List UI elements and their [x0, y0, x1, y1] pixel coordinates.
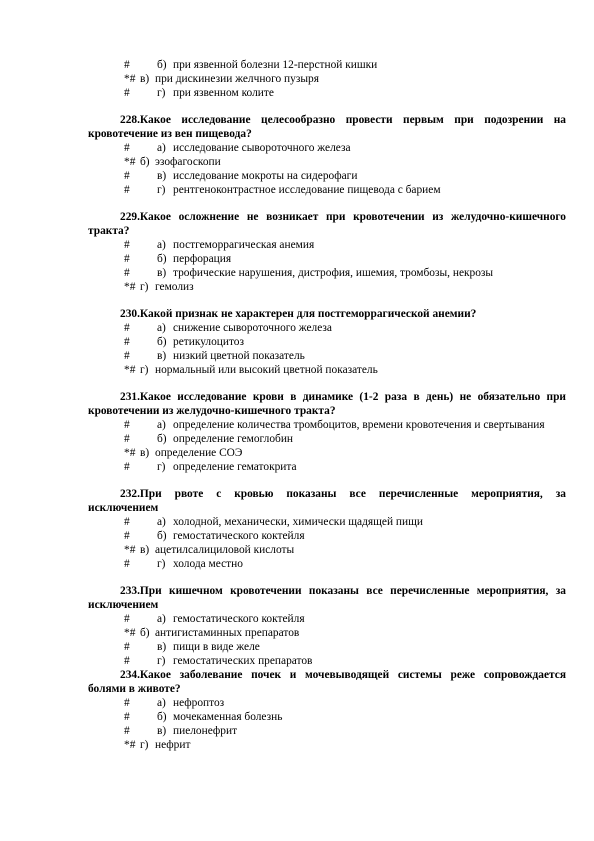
option-mark: #	[124, 433, 130, 445]
option-text: определение количества тромбоцитов, времени кровотечения и свертывания	[173, 419, 545, 431]
option-text: при язвенной болезни 12-перстной кишки	[173, 59, 378, 71]
option-letter: в)	[157, 641, 167, 653]
option-mark: #	[124, 419, 130, 431]
question-text-cont: кровотечении из желудочно-кишечного тракта?	[88, 405, 336, 417]
option-letter: в)	[140, 73, 150, 85]
option-text: исследование мокроты на сидерофаги	[173, 170, 358, 182]
option-mark: #	[124, 530, 130, 542]
option-mark: *#	[124, 364, 136, 376]
option-text: при язвенном колите	[173, 87, 274, 99]
option-letter: б)	[157, 253, 167, 265]
question-text: 229.Какое осложнение не возникает при кровотечении из желудочно-кишечного	[120, 211, 566, 223]
option-text: холода местно	[173, 558, 243, 570]
option-text: нефроптоз	[173, 697, 225, 709]
option-letter: г)	[140, 281, 149, 293]
option-mark: #	[124, 59, 130, 71]
option-letter: г)	[157, 655, 166, 667]
option-letter: г)	[157, 461, 166, 473]
option-mark: #	[124, 516, 130, 528]
option-letter: б)	[157, 711, 167, 723]
question-text-cont: исключением	[88, 502, 159, 514]
option-text: исследование сывороточного железа	[173, 142, 351, 154]
option-mark: #	[124, 725, 130, 737]
question-text: 231.Какое исследование крови в динамике (1-2 раза в день) не обязательно при	[120, 391, 566, 403]
option-mark: #	[124, 170, 130, 182]
option-text: низкий цветной показатель	[173, 350, 305, 362]
option-mark: #	[124, 239, 130, 251]
question-228	[88, 113, 566, 141]
option-mark: #	[124, 184, 130, 196]
option-text: гемостатических препаратов	[173, 655, 313, 667]
option-text: определение гемоглобин	[173, 433, 294, 445]
option-mark: #	[124, 697, 130, 709]
option-mark: *#	[124, 73, 136, 85]
question-229	[88, 210, 566, 238]
option-mark: *#	[124, 627, 136, 639]
option-letter: г)	[140, 739, 149, 751]
option-text: определение гематокрита	[173, 461, 297, 473]
option-letter: б)	[157, 530, 167, 542]
question-231	[88, 390, 566, 418]
option-text: при дискинезии желчного пузыря	[155, 73, 319, 85]
question-232	[88, 487, 566, 515]
question-text: 233.При кишечном кровотечении показаны все перечисленные мероприятия, за	[120, 585, 566, 597]
option-letter: в)	[157, 725, 167, 737]
option-letter: г)	[157, 87, 166, 99]
question-text-cont: кровотечение из вен пищевода?	[88, 128, 252, 140]
question-234	[88, 668, 566, 696]
option-mark: #	[124, 336, 130, 348]
option-mark: #	[124, 655, 130, 667]
option-letter: г)	[157, 558, 166, 570]
question-text: 234.Какое заболевание почек и мочевыводящей системы реже сопровождается	[120, 669, 566, 681]
option-letter: б)	[140, 627, 150, 639]
option-text: ацетилсалициловой кислоты	[155, 544, 295, 556]
option-mark: #	[124, 641, 130, 653]
question-text-cont: болями в животе?	[88, 683, 181, 695]
option-text: гемостатического коктейля	[173, 530, 305, 542]
option-text: определение СОЭ	[155, 447, 243, 459]
option-text: нормальный или высокий цветной показатель	[155, 364, 378, 376]
option-mark: *#	[124, 544, 136, 556]
option-text: пищи в виде желе	[173, 641, 260, 653]
option-letter: а)	[157, 322, 166, 334]
option-text: эзофагоскопи	[155, 156, 221, 168]
option-text: холодной, механически, химически щадящей пищи	[173, 516, 423, 528]
option-letter: г)	[157, 184, 166, 196]
option-text: нефрит	[155, 739, 191, 751]
option-text: постгеморрагическая анемия	[173, 239, 315, 251]
option-letter: в)	[157, 350, 167, 362]
option-text: трофические нарушения, дистрофия, ишемия, тромбозы, некрозы	[173, 267, 494, 279]
question-233	[88, 584, 566, 612]
option-text: мочекаменная болезнь	[173, 711, 283, 723]
option-text: снижение сывороточного железа	[173, 322, 332, 334]
option-letter: б)	[157, 59, 167, 71]
option-mark: #	[124, 87, 130, 99]
option-mark: #	[124, 350, 130, 362]
option-letter: а)	[157, 142, 166, 154]
option-letter: в)	[140, 544, 150, 556]
option-mark: #	[124, 613, 130, 625]
question-text: 230.Какой признак не характерен для постгеморрагической анемии?	[120, 308, 477, 320]
option-mark: #	[124, 267, 130, 279]
option-mark: #	[124, 461, 130, 473]
option-mark: *#	[124, 739, 136, 751]
option-letter: а)	[157, 419, 166, 431]
option-mark: #	[124, 253, 130, 265]
option-mark: *#	[124, 281, 136, 293]
option-letter: б)	[157, 433, 167, 445]
question-text-cont: исключением	[88, 599, 159, 611]
option-letter: в)	[140, 447, 150, 459]
option-letter: б)	[157, 336, 167, 348]
option-letter: в)	[157, 170, 167, 182]
option-mark: #	[124, 142, 130, 154]
question-text: 228.Какое исследование целесообразно провести первым при подозрении на	[120, 114, 566, 126]
option-mark: #	[124, 558, 130, 570]
option-text: перфорация	[173, 253, 232, 265]
option-letter: в)	[157, 267, 167, 279]
option-mark: #	[124, 322, 130, 334]
question-text: 232.При рвоте с кровью показаны все перечисленные мероприятия, за	[120, 488, 566, 500]
option-letter: а)	[157, 239, 166, 251]
question-230	[88, 307, 566, 321]
option-mark: *#	[124, 447, 136, 459]
option-letter: а)	[157, 613, 166, 625]
option-text: гемостатического коктейля	[173, 613, 305, 625]
option-mark: #	[124, 711, 130, 723]
option-text: антигистаминных препаратов	[155, 627, 300, 639]
option-text: пиелонефрит	[173, 725, 238, 737]
option-text: рентгеноконтрастное исследование пищевода с барием	[173, 184, 441, 196]
option-letter: г)	[140, 364, 149, 376]
option-mark: *#	[124, 156, 136, 168]
option-letter: а)	[157, 697, 166, 709]
option-text: ретикулоцитоз	[173, 336, 244, 348]
option-letter: б)	[140, 156, 150, 168]
question-text-cont: тракта?	[88, 225, 130, 237]
option-text: гемолиз	[155, 281, 194, 293]
option-letter: а)	[157, 516, 166, 528]
